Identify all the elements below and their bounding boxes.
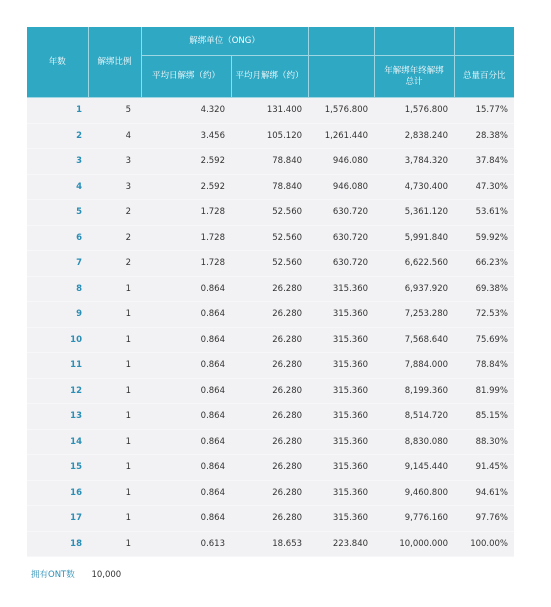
table-row [27,327,514,353]
cell-year: 15 [27,455,88,481]
table-row [27,149,514,175]
owned-ont-value: 10,000 [91,570,122,580]
cell-cumulative: 7,253.280 [374,302,454,328]
cell-percent: 85.15% [454,404,514,430]
cell-yearly: 315.360 [308,378,374,404]
cell-monthly: 26.280 [231,455,308,481]
cell-monthly: 78.840 [231,149,308,175]
cell-year: 6 [27,225,88,251]
cell-yearly: 315.360 [308,327,374,353]
cell-cumulative: 4,730.400 [374,174,454,200]
table-row [27,123,514,149]
table-body [27,98,514,557]
cell-daily: 0.864 [141,276,231,302]
header-year: 年数 [27,27,88,98]
cell-ratio: 1 [88,327,141,353]
cell-percent: 59.92% [454,225,514,251]
header-yearly [308,56,374,98]
cell-ratio: 4 [88,123,141,149]
header-year-total [374,56,454,98]
cell-ratio: 1 [88,506,141,532]
cell-yearly: 946.080 [308,174,374,200]
cell-daily: 0.864 [141,327,231,353]
cell-yearly: 315.360 [308,455,374,481]
cell-cumulative: 8,514.720 [374,404,454,430]
cell-monthly: 26.280 [231,404,308,430]
cell-yearly: 315.360 [308,429,374,455]
cell-ratio: 1 [88,455,141,481]
cell-year: 10 [27,327,88,353]
cell-cumulative: 7,884.000 [374,353,454,379]
cell-daily: 0.864 [141,429,231,455]
cell-percent: 88.30% [454,429,514,455]
cell-yearly: 1,261.440 [308,123,374,149]
owned-ont [31,568,121,580]
table-row [27,531,514,557]
table-row [27,378,514,404]
cell-percent: 78.84% [454,353,514,379]
owned-ont-label: 拥有ONT数 [31,570,75,580]
cell-cumulative: 8,199.360 [374,378,454,404]
cell-daily: 4.320 [141,98,231,124]
cell-monthly: 78.840 [231,174,308,200]
header-blank-1 [308,27,374,56]
cell-percent: 81.99% [454,378,514,404]
table-row [27,455,514,481]
cell-monthly: 26.280 [231,276,308,302]
cell-yearly: 1,576.800 [308,98,374,124]
cell-year: 18 [27,531,88,557]
cell-daily: 2.592 [141,149,231,175]
header-blank-3 [454,27,514,56]
cell-yearly: 946.080 [308,149,374,175]
cell-percent: 37.84% [454,149,514,175]
cell-daily: 0.864 [141,404,231,430]
cell-year: 17 [27,506,88,532]
table-row [27,174,514,200]
cell-yearly: 630.720 [308,225,374,251]
cell-year: 5 [27,200,88,226]
header-ratio: 解绑比例 [88,27,141,98]
cell-yearly: 315.360 [308,276,374,302]
table-row [27,404,514,430]
cell-ratio: 1 [88,429,141,455]
cell-yearly: 630.720 [308,251,374,277]
cell-year: 1 [27,98,88,124]
cell-yearly: 315.360 [308,302,374,328]
cell-yearly: 223.840 [308,531,374,557]
table-row [27,302,514,328]
cell-ratio: 1 [88,353,141,379]
cell-percent: 15.77% [454,98,514,124]
cell-year: 11 [27,353,88,379]
cell-daily: 0.613 [141,531,231,557]
cell-percent: 72.53% [454,302,514,328]
cell-monthly: 26.280 [231,327,308,353]
cell-ratio: 5 [88,98,141,124]
table-row [27,225,514,251]
table-row [27,480,514,506]
cell-cumulative: 6,937.920 [374,276,454,302]
cell-monthly: 18.653 [231,531,308,557]
cell-daily: 0.864 [141,302,231,328]
cell-ratio: 2 [88,225,141,251]
cell-percent: 66.23% [454,251,514,277]
table-row [27,98,514,124]
cell-yearly: 315.360 [308,353,374,379]
cell-monthly: 131.400 [231,98,308,124]
cell-cumulative: 1,576.800 [374,98,454,124]
cell-percent: 47.30% [454,174,514,200]
cell-percent: 100.00% [454,531,514,557]
cell-cumulative: 3,784.320 [374,149,454,175]
cell-year: 16 [27,480,88,506]
table-row [27,200,514,226]
header-unit-group: 解绑单位（ONG） [141,27,308,56]
table-row [27,251,514,277]
cell-monthly: 26.280 [231,302,308,328]
cell-yearly: 630.720 [308,200,374,226]
cell-cumulative: 5,991.840 [374,225,454,251]
cell-ratio: 1 [88,531,141,557]
cell-cumulative: 9,460.800 [374,480,454,506]
cell-year: 7 [27,251,88,277]
cell-ratio: 1 [88,404,141,430]
cell-daily: 1.728 [141,200,231,226]
cell-daily: 0.864 [141,506,231,532]
cell-daily: 0.864 [141,378,231,404]
ong-release-table [27,27,514,557]
cell-monthly: 52.560 [231,200,308,226]
cell-daily: 3.456 [141,123,231,149]
cell-ratio: 3 [88,149,141,175]
table-row [27,429,514,455]
cell-cumulative: 6,622.560 [374,251,454,277]
release-table-container [27,27,514,557]
cell-percent: 97.76% [454,506,514,532]
header-monthly: 平均月解绑（约） [231,56,308,98]
cell-year: 8 [27,276,88,302]
header-daily: 平均日解绑（约） [141,56,231,98]
cell-percent: 75.69% [454,327,514,353]
table-row [27,353,514,379]
cell-percent: 69.38% [454,276,514,302]
cell-monthly: 26.280 [231,506,308,532]
cell-monthly: 26.280 [231,429,308,455]
cell-cumulative: 10,000.000 [374,531,454,557]
cell-monthly: 26.280 [231,378,308,404]
cell-percent: 28.38% [454,123,514,149]
cell-daily: 2.592 [141,174,231,200]
header-percent: 总量百分比 [454,56,514,98]
cell-year: 12 [27,378,88,404]
cell-cumulative: 7,568.640 [374,327,454,353]
cell-ratio: 1 [88,378,141,404]
header-blank-2 [374,27,454,56]
cell-monthly: 52.560 [231,251,308,277]
cell-ratio: 3 [88,174,141,200]
cell-cumulative: 5,361.120 [374,200,454,226]
cell-daily: 0.864 [141,480,231,506]
cell-year: 9 [27,302,88,328]
cell-percent: 91.45% [454,455,514,481]
cell-ratio: 2 [88,251,141,277]
cell-ratio: 1 [88,302,141,328]
cell-monthly: 52.560 [231,225,308,251]
header-year-total-line2: 总计 [405,76,423,87]
cell-monthly: 105.120 [231,123,308,149]
cell-yearly: 315.360 [308,506,374,532]
header-year-total-line1: 年解绑年终解绑 [384,65,444,76]
cell-year: 14 [27,429,88,455]
table-row [27,506,514,532]
cell-year: 3 [27,149,88,175]
cell-ratio: 2 [88,200,141,226]
cell-cumulative: 9,776.160 [374,506,454,532]
cell-cumulative: 8,830.080 [374,429,454,455]
cell-year: 2 [27,123,88,149]
cell-percent: 94.61% [454,480,514,506]
cell-daily: 1.728 [141,251,231,277]
table-header [27,27,514,98]
cell-yearly: 315.360 [308,480,374,506]
cell-yearly: 315.360 [308,404,374,430]
cell-daily: 0.864 [141,455,231,481]
cell-percent: 53.61% [454,200,514,226]
cell-monthly: 26.280 [231,480,308,506]
cell-cumulative: 9,145.440 [374,455,454,481]
table-row [27,276,514,302]
cell-monthly: 26.280 [231,353,308,379]
cell-cumulative: 2,838.240 [374,123,454,149]
cell-year: 13 [27,404,88,430]
cell-ratio: 1 [88,276,141,302]
cell-daily: 1.728 [141,225,231,251]
cell-year: 4 [27,174,88,200]
cell-ratio: 1 [88,480,141,506]
cell-daily: 0.864 [141,353,231,379]
